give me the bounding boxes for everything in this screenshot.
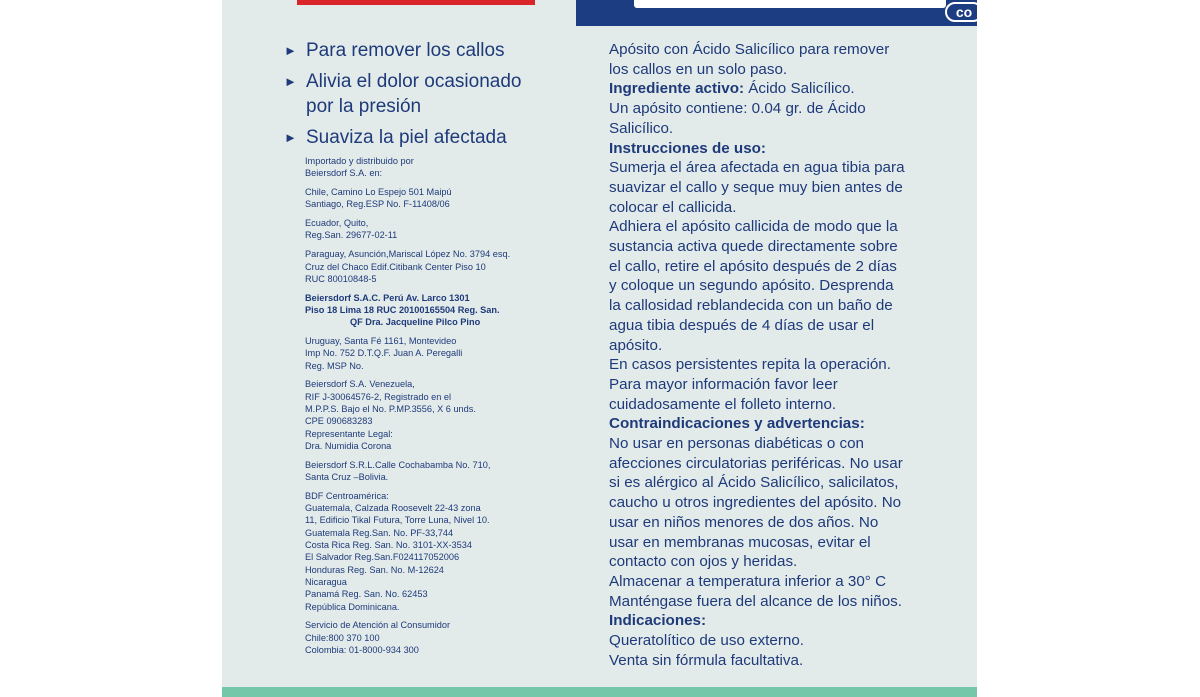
benefit-text: Suaviza la piel afectada — [306, 127, 507, 148]
consumer-service: Servicio de Atención al Consumidor Chile:800 370 100 Colombia: 01-8000-934 300 — [305, 620, 451, 655]
triangle-bullet-icon: ► — [284, 74, 297, 89]
importer-block: Ecuador, Quito, Reg.San. 29677-02-11 — [305, 218, 398, 241]
warnings-line: usar en niños menores de dos años. No — [609, 513, 879, 531]
benefit-text — [306, 69, 521, 119]
importer-block: Beiersdorf S.A.C. Perú Av. Larco 1301 Piso 18 Lima 18 RUC 20100165504 Reg. San. QF Dra. Jacqueline Pilco Pino — [305, 292, 500, 328]
warnings-line: caucho u otros ingredientes del apósito. No — [609, 494, 902, 512]
instructions-line: apósito. — [609, 336, 663, 354]
instructions-line: Para mayor información favor leer — [609, 375, 838, 393]
instructions-line: cuidadosamente el folleto interno. — [609, 395, 837, 413]
warnings-line: Almacenar a temperatura inferior a 30° C — [609, 572, 887, 590]
description-line: Un apósito contiene: 0.04 gr. de Ácido — [609, 100, 866, 118]
instructions-line: Adhiera el apósito callicida de modo que la — [609, 218, 898, 236]
bottom-color-strip — [222, 687, 977, 697]
instructions-line: sustancia activa quede directamente sobre — [609, 238, 898, 256]
importer-block: Chile, Camino Lo Espejo 501 Maipú Santiago, Reg.ESP No. F-11408/06 — [305, 187, 452, 210]
red-brand-strip — [297, 0, 535, 5]
instructions-heading: Instrucciones de uso: — [609, 139, 766, 157]
benefit-line: por la presión — [306, 96, 422, 117]
instructions-line: la callosidad reblandecida con un baño de — [609, 297, 893, 315]
description-line: Salicílico. — [609, 119, 674, 137]
ingredient-value: Ácido Salicílico. — [744, 80, 855, 98]
product-description — [609, 40, 969, 671]
benefit-line: Alivia el dolor ocasionado — [306, 71, 522, 92]
instructions-line: y coloque un segundo apósito. Desprenda — [609, 277, 894, 295]
warnings-line: Manténgase fuera del alcance de los niños. — [609, 592, 902, 610]
indications-heading: Indicaciones: — [609, 612, 707, 630]
instructions-line: suavizar el callo y seque muy bien antes de — [609, 178, 903, 196]
instructions-line: En casos persistentes repita la operación. — [609, 356, 891, 374]
warnings-line: usar en membranas mucosas, evitar el — [609, 533, 871, 551]
benefit-list — [284, 38, 574, 156]
triangle-bullet-icon: ► — [284, 43, 297, 58]
warnings-heading: Contraindicaciones y advertencias: — [609, 415, 865, 433]
importer-info — [305, 155, 565, 663]
benefit-text: Para remover los callos — [306, 40, 505, 61]
description-line: Apósito con Ácido Salicílico para remover — [609, 41, 890, 58]
warnings-line: afecciones circulatorias periféricas. No usar — [609, 454, 903, 472]
warnings-line: No usar en personas diabéticas o con — [609, 435, 864, 453]
ingredient-line — [609, 79, 969, 99]
header-white-strip — [634, 0, 946, 8]
instructions-line: el callo, retire el apósito después de 2 días — [609, 257, 897, 275]
indications-line: Queratolítico de uso externo. — [609, 632, 805, 650]
product-title: Apósitos para Callos — [1034, 4, 1194, 21]
benefit-item — [284, 69, 574, 119]
indications-line: Venta sin fórmula facultativa. — [609, 651, 804, 669]
importer-block: Beiersdorf S.R.L.Calle Cochabamba No. 710, Santa Cruz –Bolivia. — [305, 459, 491, 483]
ingredient-label: Ingrediente activo: — [609, 80, 745, 98]
warnings-line: si es alérgico al Ácido Salicílico, salicilatos, — [609, 474, 899, 492]
importer-block: Uruguay, Santa Fé 1161, Montevideo Imp No. 752 D.T.Q.F. Juan A. Peregalli Reg. MSP No. — [305, 336, 463, 371]
importer-block: BDF Centroamérica: Guatemala, Calzada Roosevelt 22-43 zona 11, Edificio Tikal Futura, Torre Luna, Nivel 10. Guatemala Reg.San. No. PF-33,744 Costa Rica Reg. San. No. 3101-XX-3534 El Salvador Reg.San.F024117052006 Honduras Reg. San. No. M-12624 Nicaragua Panamá Reg. San. No. 62453 República Dominicana. — [305, 490, 490, 612]
package-panel — [222, 0, 1194, 697]
country-badge: co — [945, 2, 983, 22]
benefit-item — [284, 125, 574, 150]
importer-block: Beiersdorf S.A. Venezuela, RIF J-30064576-2, Registrado en el M.P.P.S. Bajo el No. P.MP.3556, X 6 unds. CPE 090683283 Representante Legal: Dra. Numidia Corona — [305, 379, 476, 451]
instructions-line: Sumerja el área afectada en agua tibia para — [609, 159, 905, 177]
warnings-line: contacto con ojos y heridas. — [609, 553, 798, 571]
benefit-item — [284, 38, 574, 63]
importer-block: Paraguay, Asunción,Mariscal López No. 3794 esq. Cruz del Chaco Edif.Citibank Center Piso 10 RUC 80010848-5 — [305, 249, 511, 284]
triangle-bullet-icon: ► — [284, 130, 297, 145]
description-line: los callos en un solo paso. — [609, 60, 788, 78]
importer-block: Importado y distribuido por Beiersdorf S.A. en: — [305, 156, 414, 179]
instructions-line: colocar el callicida. — [609, 198, 737, 216]
instructions-line: agua tibia después de 4 días de usar el — [609, 316, 875, 334]
